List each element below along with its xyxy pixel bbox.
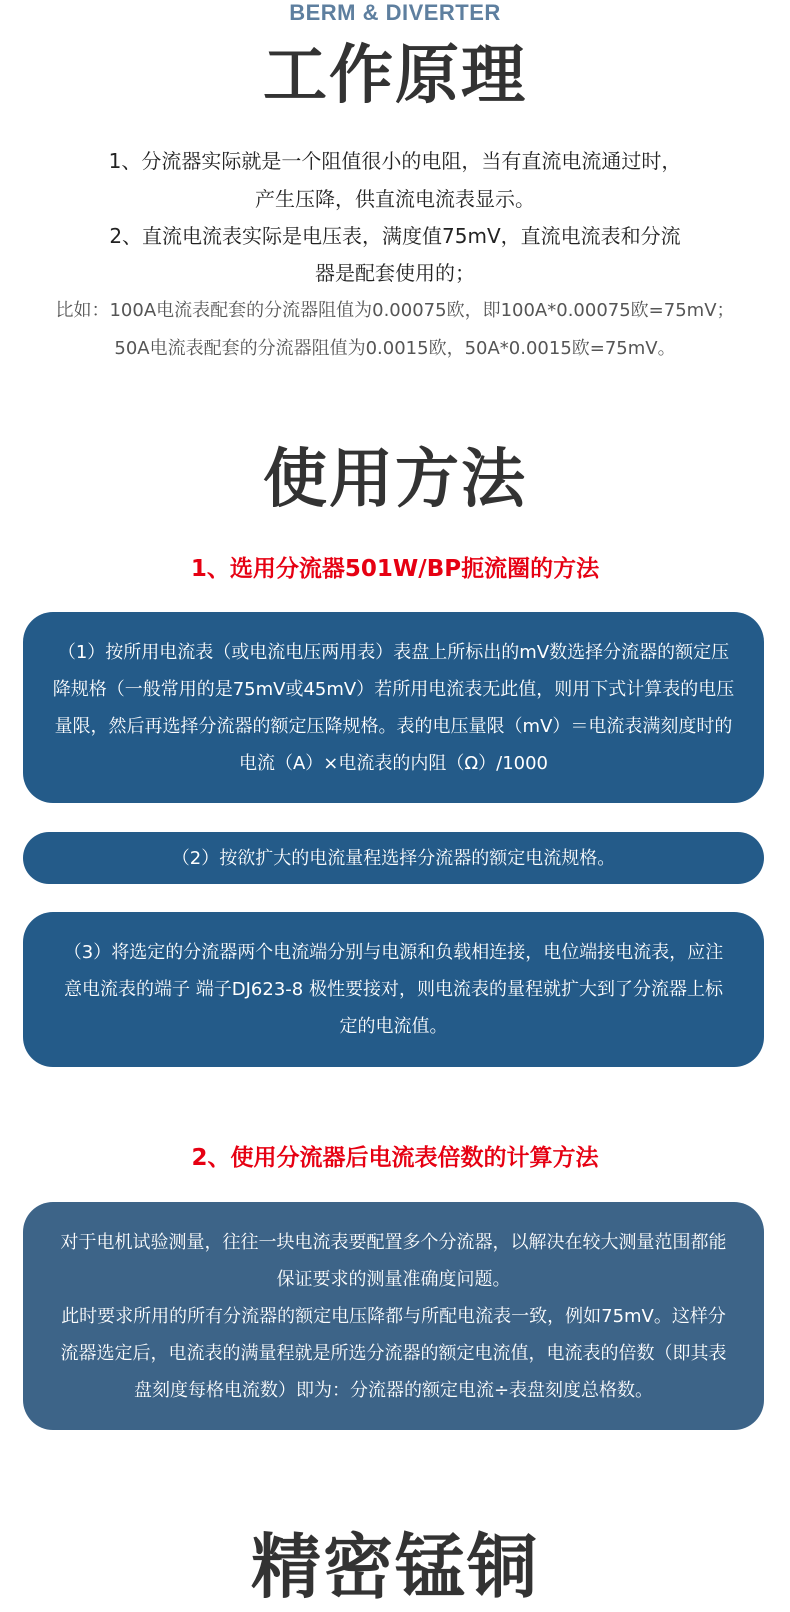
usage-title: 使用方法 — [263, 443, 527, 517]
card4-line: 对于电机试验测量，往往一块电流表要配置多个分流器，以解决在较大测量范围都能 — [60, 1231, 727, 1253]
example-line-2: 50A电流表配套的分流器阻值为0.0015欧，50A*0.0015欧=75mV。 — [114, 338, 676, 359]
principle-line-4: 器是配套使用的； — [315, 261, 475, 285]
card4-line: 盘刻度每格电流数）即为：分流器的额定电流÷表盘刻度总格数。 — [133, 1379, 654, 1401]
brand-title: BERM & DIVERTER — [289, 0, 501, 25]
principle-line-2: 产生压降，供直流电流表显示。 — [255, 187, 535, 211]
card3-line: 定的电流值。 — [339, 1016, 448, 1037]
card1-line: 量限，然后再选择分流器的额定压降规格。表的电压量限（mV）＝电流表满刻度时的 — [54, 715, 733, 737]
card-method-1 — [23, 612, 764, 803]
card4-line: 此时要求所用的所有分流器的额定电压降都与所配电流表一致，例如75mV。这样分 — [61, 1305, 726, 1327]
card4-line: 保证要求的测量准确度问题。 — [276, 1268, 511, 1290]
card-calculation — [23, 1202, 764, 1430]
card-method-3 — [23, 912, 764, 1067]
principle-line-3: 2、直流电流表实际是电压表，满度值75mV，直流电流表和分流 — [109, 224, 681, 248]
principle-title: 工作原理 — [263, 39, 527, 113]
next-section-title: 精密锰铜 — [251, 1526, 539, 1608]
card-method-2 — [23, 832, 764, 884]
card1-line: （1）按所用电流表（或电流电压两用表）表盘上所标出的mV数选择分流器的额定压 — [57, 641, 730, 663]
section1-heading: 1、选用分流器501W/BP扼流圈的方法 — [190, 556, 600, 582]
card1-line: 降规格（一般常用的是75mV或45mV）若所用电流表无此值，则用下式计算表的电压 — [52, 678, 735, 700]
card4-line: 流器选定后，电流表的满量程就是所选分流器的额定电流值，电流表的倍数（即其表 — [60, 1342, 727, 1364]
principle-line-1: 1、分流器实际就是一个阻值很小的电阻，当有直流电流通过时， — [108, 149, 682, 173]
example-line-1: 比如：100A电流表配套的分流器阻值为0.00075欧，即100A*0.00075欧=75mV； — [55, 300, 735, 321]
section2-heading: 2、使用分流器后电流表倍数的计算方法 — [191, 1145, 599, 1171]
card1-line: 电流（A）×电流表的内阻（Ω）/1000 — [238, 752, 549, 774]
card3-line: 意电流表的端子 端子DJ623-8 极性要接对，则电流表的量程就扩大到了分流器上标 — [64, 979, 723, 1000]
card3-line: （3）将选定的分流器两个电流端分别与电源和负载相连接，电位端接电流表，应注 — [63, 942, 724, 963]
card2-line: （2）按欲扩大的电流量程选择分流器的额定电流规格。 — [171, 847, 616, 869]
